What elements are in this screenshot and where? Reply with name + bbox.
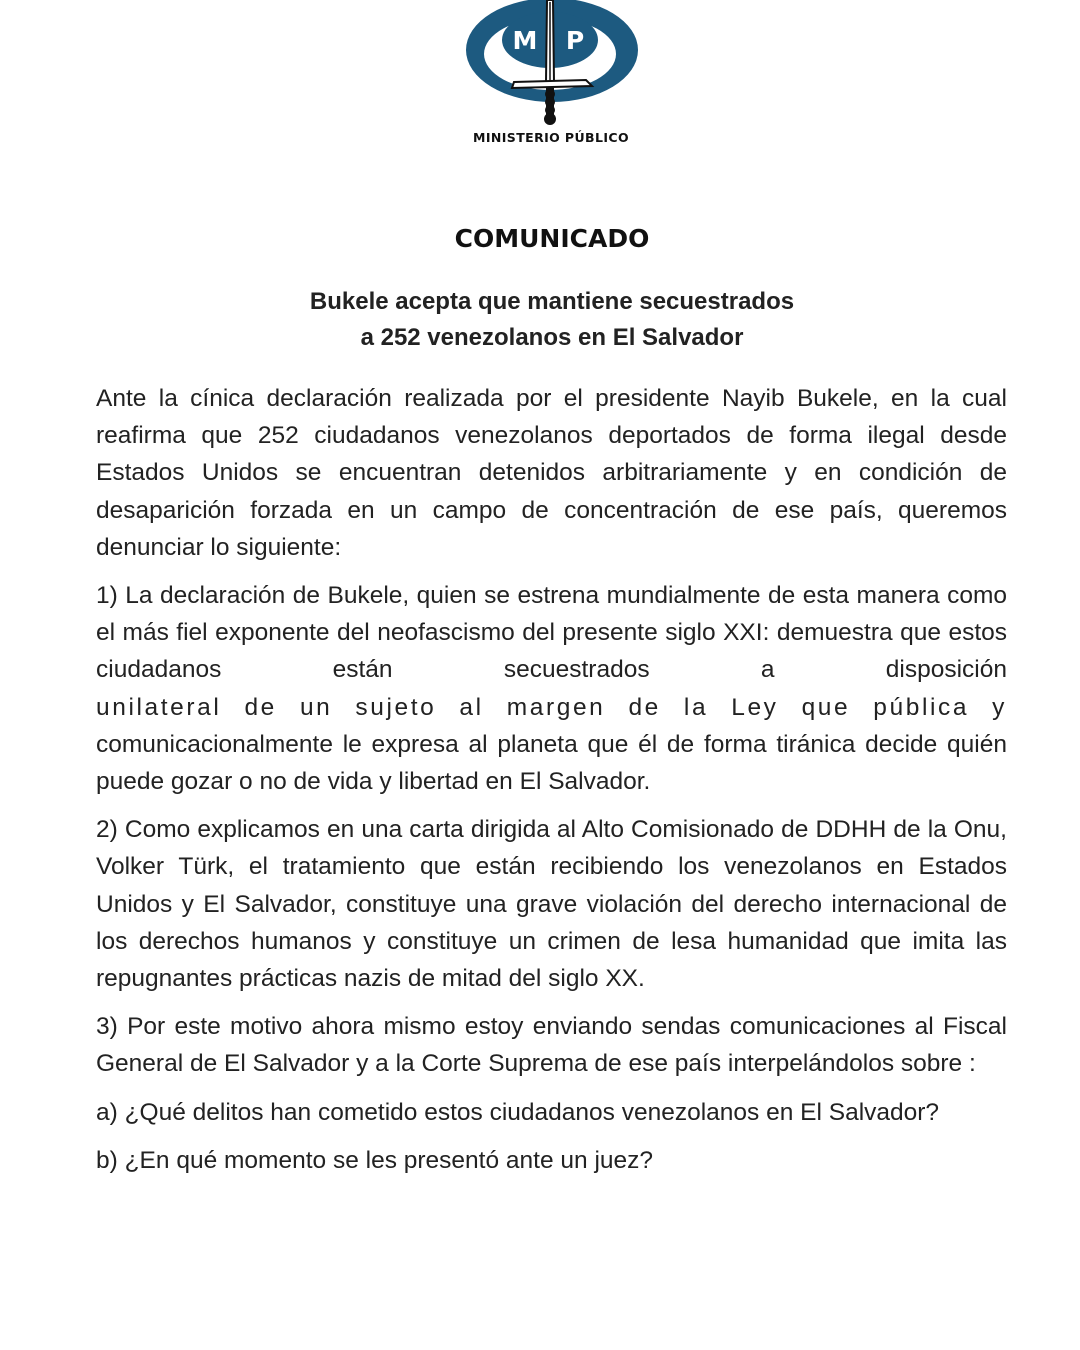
logo-caption: MINISTERIO PÚBLICO — [473, 130, 629, 145]
point-3-paragraph: 3) Por este motivo ahora mismo estoy enviando sendas comunicaciones al Fiscal General de El Salvador y a la Corte Suprema de ese país interpelándolos sobre : — [96, 1013, 1007, 1078]
document-subtitle — [0, 284, 1080, 356]
sword-emblem-icon — [460, 0, 645, 132]
document-body — [96, 380, 1007, 1190]
point-1-text: comunicacionalmente le expresa al planeta que él de forma tiránica decide quién puede gozar o no de vida y libertad en El Salvador. — [96, 730, 1007, 796]
question-a: a) ¿Qué delitos han cometido estos ciudadanos venezolanos en El Salvador? — [96, 1098, 940, 1126]
point-1-text: unilateral de un sujeto al margen de la Ley que pública y — [96, 693, 1007, 721]
question-b: b) ¿En qué momento se les presentó ante un juez? — [96, 1146, 654, 1174]
svg-text:P: P — [565, 26, 585, 55]
subtitle-line: a 252 venezolanos en El Salvador — [360, 324, 744, 351]
svg-text:M: M — [512, 26, 538, 55]
subtitle-line: Bukele acepta que mantiene secuestrados — [309, 288, 795, 315]
point-1-paragraph — [96, 577, 1007, 800]
ministerio-publico-logo — [460, 0, 645, 132]
intro-paragraph: Ante la cínica declaración realizada por el presidente Nayib Bukele, en la cual reafirma que 252 ciudadanos venezolanos deportados de forma ilegal desde Estados Unidos se encuentran detenidos arbitrariamente y en condición de desaparición forzada en un campo de concentración de ese país, queremos denunciar lo siguiente: — [96, 385, 1007, 561]
document-title: COMUNICADO — [454, 224, 650, 253]
point-2-paragraph: 2) Como explicamos en una carta dirigida al Alto Comisionado de DDHH de la Onu, Volker Türk, el tratamiento que están recibiendo los venezolanos en Estados Unidos y El Salvador, constituye una grave violación del derecho internacional de los derechos humanos y constituye un crimen de lesa humanidad que imita las repugnantes prácticas nazis de mitad del siglo XX. — [96, 816, 1007, 993]
point-1-text: 1) La declaración de Bukele, quien se estrena mundialmente de esta manera como el más fiel exponente del neofascismo del presente siglo XXI: demuestra que estos ciudadanos están secuestrados a disposición — [96, 582, 1007, 684]
